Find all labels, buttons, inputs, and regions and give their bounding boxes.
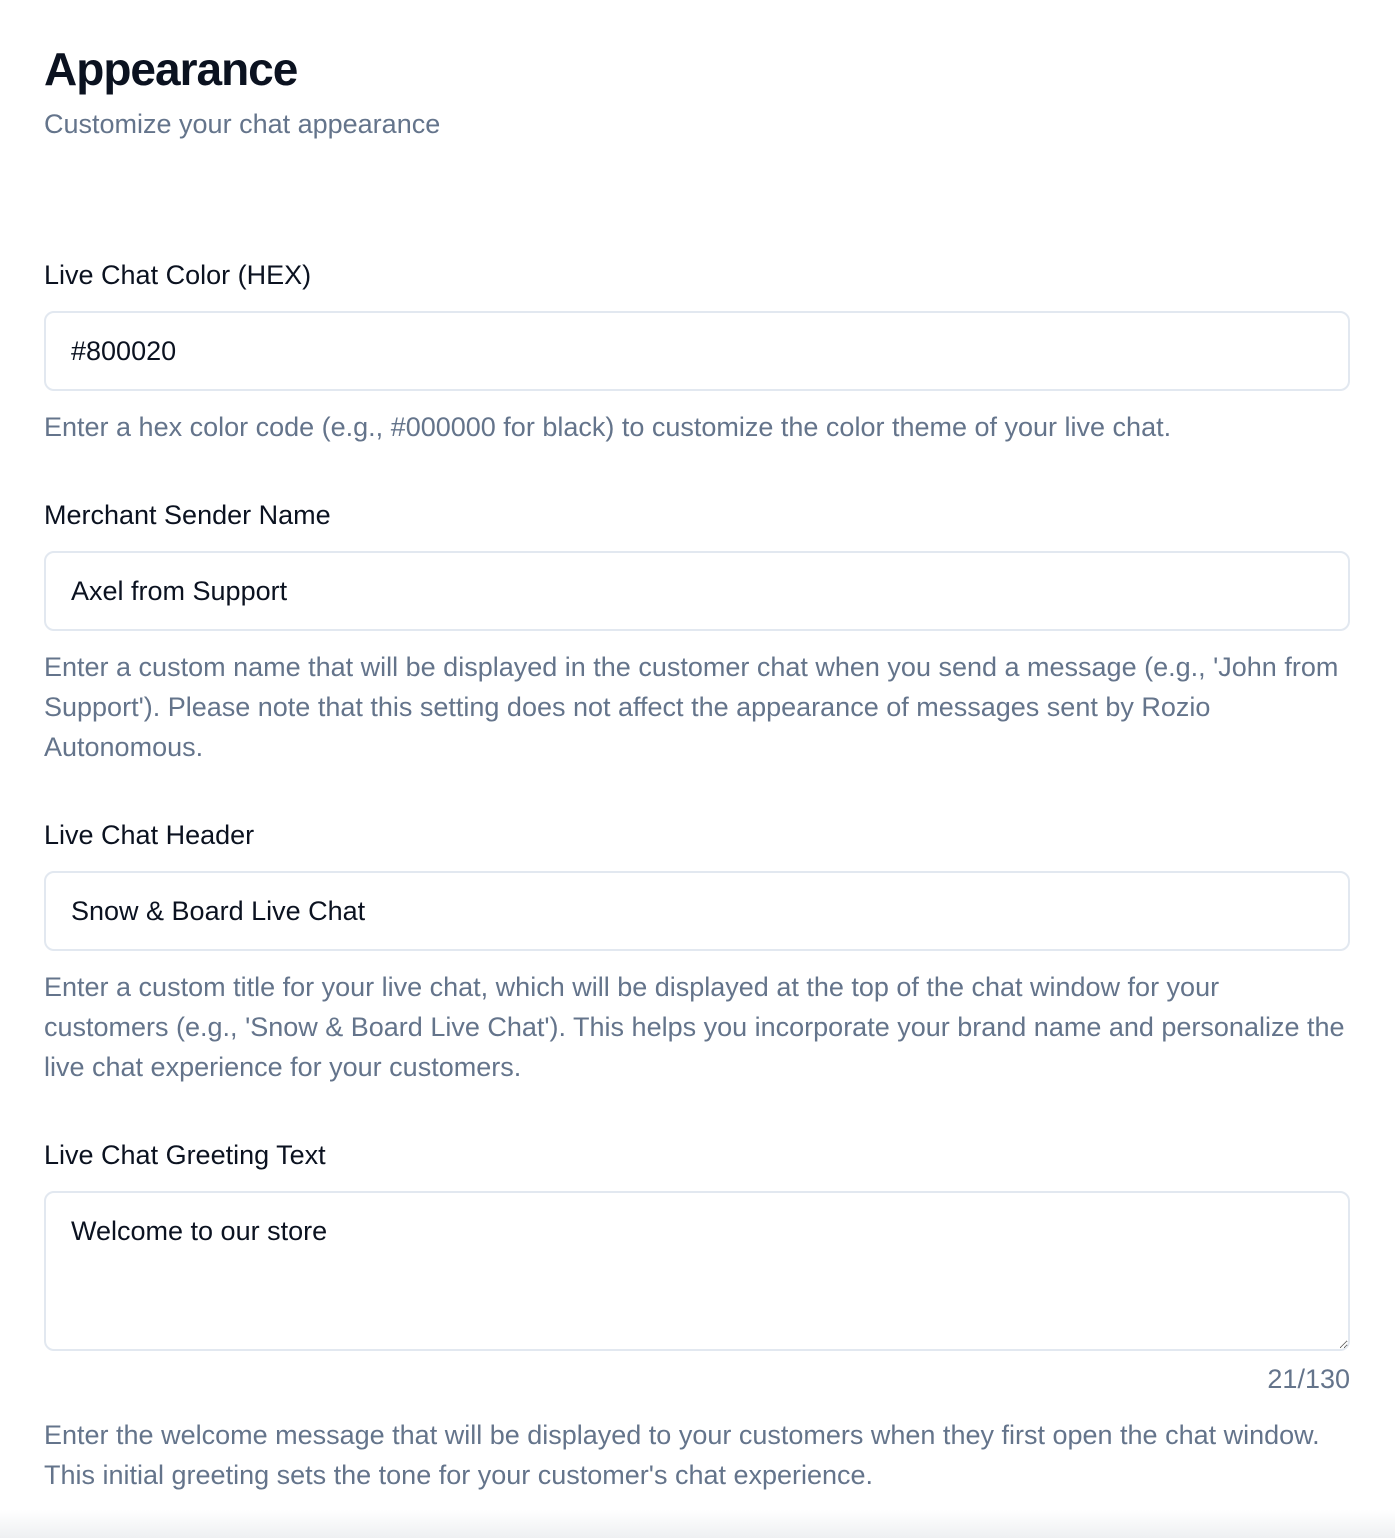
chat-header-label: Live Chat Header xyxy=(44,820,255,850)
sender-name-help-text: Enter a custom name that will be displayed in the customer chat when you send a message (e.g., 'John from Support'). Please note that this setting does not affect the appearance of messages sent by Rozio Autonomous. xyxy=(44,652,1339,762)
greeting-label: Live Chat Greeting Text xyxy=(44,1140,326,1170)
bottom-edge-shadow xyxy=(0,1510,1395,1538)
chat-header-help-text: Enter a custom title for your live chat, which will be displayed at the top of the chat window for your customers (e.g., 'Snow & Board Live Chat'). This helps you incorporate your brand name and personalize the live chat experience for your customers. xyxy=(44,972,1345,1082)
color-field-label: Live Chat Color (HEX) xyxy=(44,260,312,290)
greeting-help-text: Enter the welcome message that will be displayed to your customers when they first open the chat window. This initial greeting sets the tone for your customer's chat experience. xyxy=(44,1420,1320,1490)
page-subtitle: Customize your chat appearance xyxy=(44,109,441,139)
chat-header-input[interactable] xyxy=(44,871,1350,951)
greeting-textarea[interactable] xyxy=(44,1191,1350,1351)
color-help-text: Enter a hex color code (e.g., #000000 for black) to customize the color theme of your live chat. xyxy=(44,412,1172,442)
color-hex-input[interactable] xyxy=(44,311,1350,391)
greeting-char-count: 21/130 xyxy=(1267,1364,1350,1394)
page-title: Appearance xyxy=(44,43,298,95)
sender-name-label: Merchant Sender Name xyxy=(44,500,331,530)
sender-name-input[interactable] xyxy=(44,551,1350,631)
